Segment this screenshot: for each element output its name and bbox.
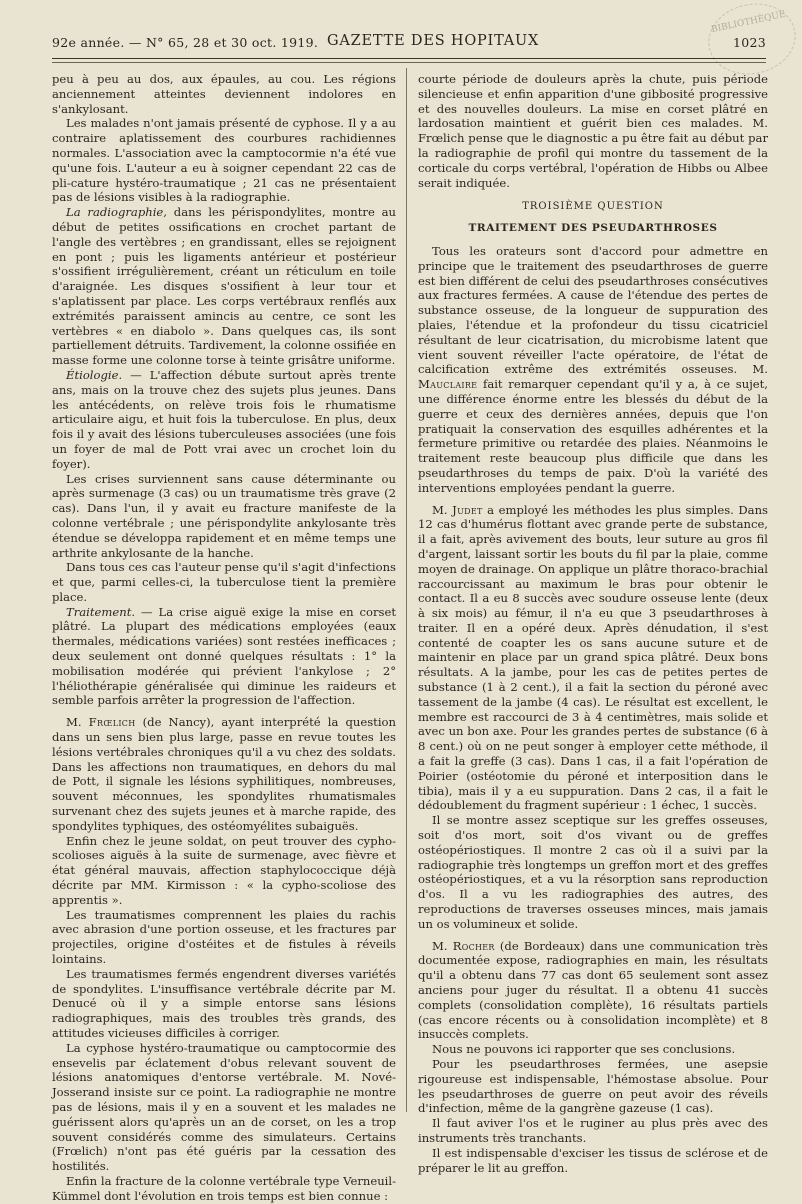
author-name: Mauclaire [418,377,478,392]
paragraph: Il est indispensable d'exciser les tissus de sclérose et de préparer le lit au greffon. [418,1145,768,1175]
paragraph: Il faut aviver l'os et le ruginer au plus près avec des instruments très tranchants. [418,1116,768,1145]
section-label: TROISIÈME QUESTION [522,201,664,213]
right-column-intro [418,72,768,190]
paragraph: Étiologie. — L'affection débute surtout après trente ans, mais on la trouve chez des sujets plus jeunes. Dans les antécédents, on relève trois fois le rhumatisme articulaire aigu, et huit fois la tuberculose. En plus, deux fois il y avait des lésions tuberculeuses associées (une fois un foyer de mal de Pott vrai avec un crochet loin du foyer). [52,367,396,471]
column-divider [406,68,407,1112]
paragraph: M. Frœlich (de Nancy), ayant interprété la question dans un sens bien plus large, passe en revue toutes les lésions vertébrales chroniques qu'il a vu chez des soldats. Dans les affections non traumatiques, en dehors du mal de Pott, il signale les lésions syphilitiques, nombreuses, souvent méconnues, les spondylites rhumatismales survenant chez des sujets jeunes et à marche rapide, des spondylites typhiques, des ostéomyélites subaiguës. [52,715,396,833]
paragraph: La cyphose hystéro-traumatique ou camptocormie des ensevelis par éclatement d'obus relevant souvent de lésions anatomiques d'entorse vertébrale. M. Nové-Josserand insiste sur ce point. La radiographie ne montre pas de lésions, mais il y en a souvent et les malades ne guérissent alors qu'après un an de corset, on les a trop souvent considérés comme des simulateurs. Certains (Frœlich) n'ont pas été guéris par la cessation des hostilités. [52,1040,396,1174]
paragraph-lead: La radiographie, [66,205,167,220]
header-rule [52,58,766,59]
author-name: Frœlich [88,715,136,730]
paragraph: M. Rocher (de Bordeaux) dans une communication très documentée expose, radiographies en main, les résultats qu'il a obtenu dans 77 cas dont 65 seulement sont assez anciens pour juger du résultat. Il a obtenu 41 succès complets (consolidation complète), 16 résultats partiels (cas encore récents ou à consolidation incomplète) et 8 insuccès complets. [418,938,769,1042]
paragraph: Traitement. — La crise aiguë exige la mise en corset plâtré. La plupart des médications employées (eaux thermales, médications variées) sont restées inefficaces ; deux seulement ont donné quelques résultats : 1° la mobilisation modérée qui prévient l'ankylose ; 2° l'héliothérapie généralisée qui diminue les raideurs et semble parfois arrêter la progression de l'affection. [52,604,396,708]
paragraph: La radiographie, dans les périspondylites, montre au début de petites ossifications en crochet partant de l'angle des vertèbres ; en grandissant, elles se rejoignent en pont ; puis les ligaments antérieur et postérieur s'ossifient irrégulièrement, créant un réticulum en toile d'araignée. Les disques s'ossifient à leur tour et s'aplatissent par place. Les corps vertébraux renflés aux extrémités paraissent amincis au centre, ce sont les vertèbres « en diabolo ». Dans quelques cas, ils sont partiellement détruits. Tardivement, la colonne ossifiée en masse forme une colonne torse à teinte grisâtre uniforme. [52,205,396,368]
paragraph-lead: Traitement. [66,604,136,619]
right-column-body [418,244,768,1175]
paragraph: Dans tous ces cas l'auteur pense qu'il s'agit d'infections et que, parmi celles-ci, la tuberculose tient la première place. [52,560,396,604]
header-page-number: 1023 [732,35,766,50]
right-column [418,72,769,1175]
header-title: GAZETTE DES HOPITAUX [327,33,540,49]
paragraph: Tous les orateurs sont d'accord pour admettre en principe que le traitement des pseudarthroses de guerre est bien différent de celui des pseudarthroses consécutives aux fractures fermées. A cause de l'étendue des pertes de substance osseuse, de la longueur de suppuration des plaies, l'étendue et la profondeur du tissu cicatriciel résultant de leur cicatrisation, du microbisme latent que vient souvent réveiller l'acte opératoire, de l'état de calcification extrême des extrémités osseuses. M. Mauclaire fait remarquer cependant qu'il y a, à ce sujet, une différence énorme entre les blessés du début de la guerre et ceux des dernières années, depuis que l'on pratiquait la conservation des esquilles adhérentes et la fermeture primitive ou retardée des plaies. Néanmoins le traitement reste beaucoup plus difficile que dans les pseudarthroses du temps de paix. D'où la variété des interventions employées pendant la guerre. [418,243,768,495]
paragraph-lead: Étiologie. [66,367,123,382]
header-rule-secondary [52,62,766,63]
left-column [52,72,396,1203]
paragraph: Les traumatismes fermés engendrent diverses variétés de spondylites. L'insuffisance vertébrale décrite par M. Denucé où il y a simple entorse sans lésions radiographiques, mais des troubles très grands, des attitudes vicieuses difficiles à corriger. [52,966,396,1040]
paragraph: Enfin chez le jeune soldat, on peut trouver des cypho-scolioses aiguës à la suite de surmenage, avec fièvre et état général mauvais, affection staphylococcique déjà décrite par MM. Kirmisson : « la cypho-scoliose des apprentis ». [52,833,396,907]
paragraph: peu à peu au dos, aux épaules, au cou. Les régions anciennement atteintes deviennent indolores en s'ankylosant. [52,72,396,116]
paragraph: Pour les pseudarthroses fermées, une asepsie rigoureuse est indispensable, l'hémostase absolue. Pour les pseudarthroses de guerre on peut avoir des réveils d'infection, même de la gangrène gazeuse (1 cas). [418,1057,768,1116]
section-title: TRAITEMENT DES PSEUDARTHROSES [468,222,718,235]
paragraph: courte période de douleurs après la chute, puis période silencieuse et enfin apparition d'une gibbosité progressive et des nouvelles douleurs. La mise en corset plâtré en lardosation maintient et guérit bien ces malades. M. Frœlich pense que le diagnostic a pu être fait au début par la radiographie de profil qui montre du tassement de la corticale du corps vertébral, l'opération de Hibbs ou Albee serait indiquée. [418,72,768,190]
paragraph: M. Judet a employé les méthodes les plus simples. Dans 12 cas d'humérus flottant avec grande perte de substance, il a fait, après avivement des bouts, leur suture au gros fil d'argent, laissant sortir les bouts du fil par la plaie, comme moyen de drainage. On applique un plâtre thoraco-brachial raccourcissant au maximum le bras pour obtenir le contact. Il a eu 8 succès avec soudure osseuse lente (deux à six mois) au fémur, il n'a eu que 3 pseudarthroses à traiter. Il en a opéré deux. Après dénudation, il s'est contenté de coapter les os sans aucune suture et de maintenir en place par un grand spica plâtré. Deux bons résultats. A la jambe, pour les cas de petites pertes de substance (1 à 2 cent.), il a fait la section du péroné avec tassement de la jambe (4 cas). Le résultat est excellent, le membre est raccourci de 3 à 4 centimètres, mais solide et avec un bon axe. Pour les grandes pertes de substance (6 à 8 cent.) où on ne peut songer à employer cette méthode, il a fait la greffe (3 cas). Dans 1 cas, il a fait l'opération de Poirier (ostéotomie du péroné et interposition dans le tibia), mais il y a eu suppuration. Dans 2 cas, il a fait le dédoublement du fragment supérieur : 1 échec, 1 succès. [418,502,769,813]
stamp-text: BIBLIOTHÈQUE [710,9,787,36]
paragraph: Enfin la fracture de la colonne vertébrale type Verneuil-Kümmel dont l'évolution en trois temps est bien connue : [52,1173,396,1203]
paragraph: Les traumatismes comprennent les plaies du rachis avec abrasion d'une portion osseuse, et les fractures par projectiles, origine d'ostéites et de fistules à réveils lointains. [52,907,396,967]
paragraph: Les crises surviennent sans cause déterminante ou après surmenage (3 cas) ou un traumatisme très grave (2 cas). Dans l'un, il y avait eu fracture manifeste de la colonne vertébrale ; une périspondylite ankylosante très étendue se développa rapidement et en même temps une arthrite ankylosante de la hanche. [52,471,396,560]
paragraph: Nous ne pouvons ici rapporter que ses conclusions. [432,1042,736,1057]
paragraph: Les malades n'ont jamais présenté de cyphose. Il y a au contraire aplatissement des courbures rachidiennes normales. L'association avec la camptocormie n'a été vue qu'une fois. L'auteur a eu à soigner cependant 22 cas de pli-cature hystéro-traumatique ; 21 cas ne présentaient pas de lésions visibles à la radiographie. [52,116,396,205]
page-header [52,32,766,56]
paragraph: Il se montre assez sceptique sur les greffes osseuses, soit d'os mort, soit d'os vivant ou de greffes ostéopériostiques. Il montre 2 cas où il a suivi par la radiographie très longtemps un greffon mort et des greffes ostéopériostiques, et a vu la résorption sans reproduction d'os. Il a vu les radiographies des autres, des reproductions de traverses osseuses minces, mais jamais un os volumineux et solide. [418,813,768,931]
header-issue: 92e année. — N° 65, 28 et 30 oct. 1919. [52,35,319,50]
author-name: Rocher [452,938,495,953]
author-name: Judet [452,502,483,517]
